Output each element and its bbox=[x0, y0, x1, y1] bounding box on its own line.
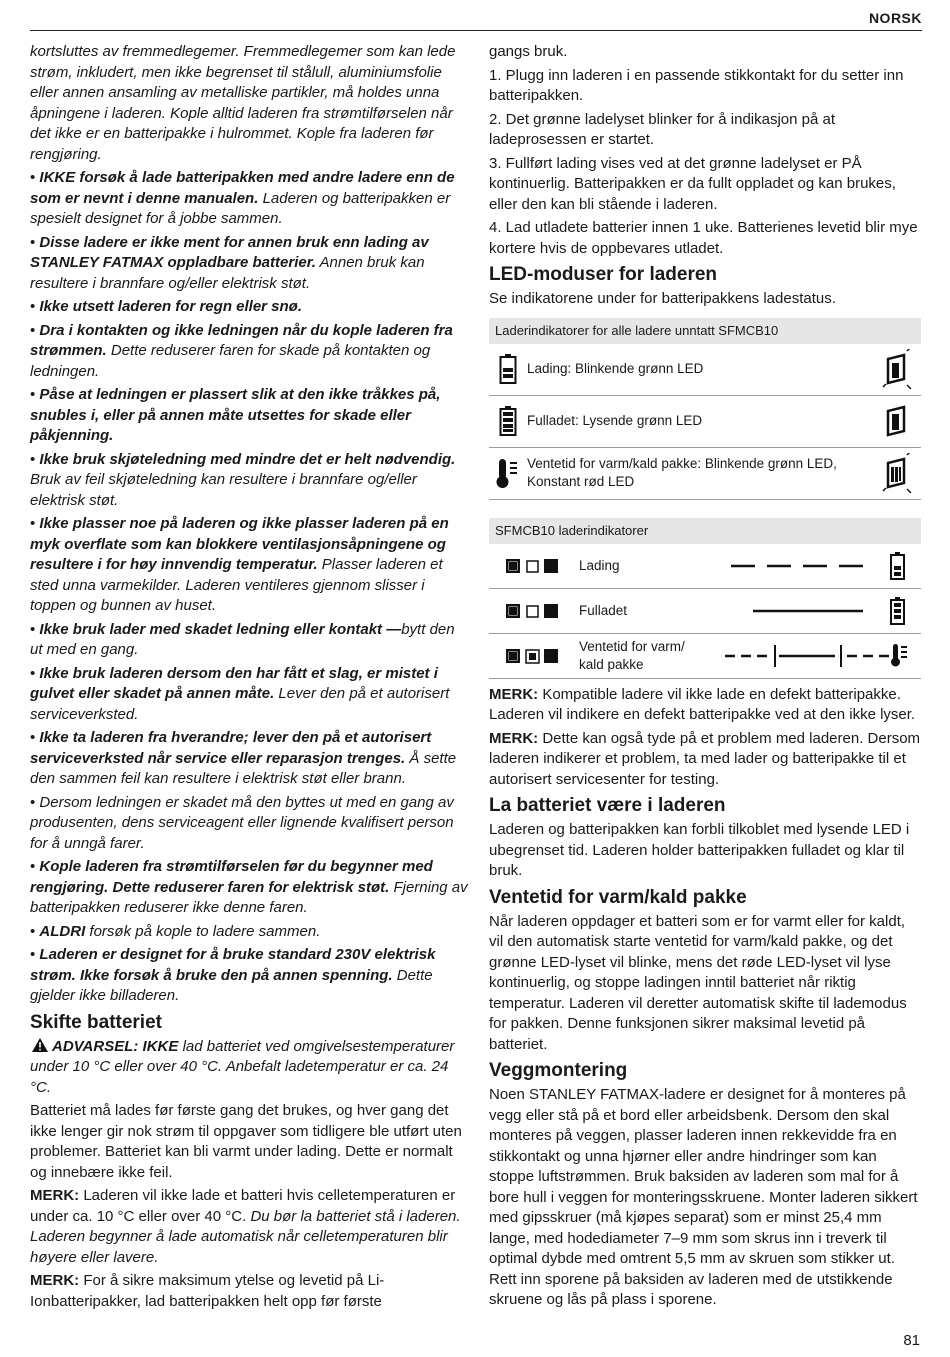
paragraph: kortsluttes av fremmedlegemer. Fremmedlegemer som kan lede strøm, inkludert, men ikke begrenset til stålull, aluminiumsfolie eller annen ansamling av metalliske partikler, må holdes unna åpningene i laderen. Kople alltid laderen fra strømtilførselen når det ikke er en batteripakke i hulrommet. Kople fra laderen før rengjøring. bbox=[30, 43, 456, 163]
led-pattern-icon bbox=[504, 602, 564, 620]
table-cell-label: Fulladet: Lysende grønn LED bbox=[527, 413, 703, 428]
table-cell-label: Ventetid for varm/ kald pakke bbox=[579, 638, 685, 672]
note-paragraph: MERK: Dette kan også tyde på et problem med laderen. Dersom laderen indikerer et problem, ta med lader og batteripakke til et autorisert servicesenter for testing. bbox=[489, 729, 921, 788]
led-solid-icon bbox=[880, 401, 914, 441]
bullet-item: • Ikke bruk skjøteledning med mindre det er helt nødvendig. Bruk av feil skjøteledning kan resultere i brannfare og/eller elektrisk støt. bbox=[30, 450, 468, 512]
table-row bbox=[489, 396, 921, 448]
note-paragraph: MERK: Kompatible ladere vil ikke lade en defekt batteripakke. Laderen vil indikere en defekt batteripakke ved at den ikke lyser. bbox=[489, 685, 916, 723]
step-item: 2. Det grønne ladelyset blinker for å indikasjon på at ladeprosessen er startet. bbox=[489, 110, 836, 148]
bullet-item: • Dra i kontakten og ikke ledningen når du kople laderen fra strømmen. Dette reduserer faren for skade på kontakten og ledningen. bbox=[30, 321, 468, 383]
sfmcb10-indicator-table bbox=[489, 518, 921, 679]
paragraph: Batteriet må lades før første gang det brukes, og hver gang det ikke lenger gir nok strøm til oppgaver som tidligere ble utført uten problemer. Batteriet kan bli varmt under lading. Dette er normalt og innebære ikke feil. bbox=[30, 1102, 462, 1181]
paragraph: Noen STANLEY FATMAX-ladere er designet for å monteres på vegg eller stå på et bord eller arbeidsbenk. Dersom den skal monteres på veggen, plasser laderen innen rekkevidde fra en stikkontakt og unna hjørner eller andre hindringer som kan stoppe luftstrømmen. Bruk baksiden av laderen som mal for å bore hull i veggen for monteringsskruene. Monter laderen sikkert med gipsskruer (må kjøpes separat) som er minst 25,4 mm lange, med hodediameter 7–9 mm som skrus inn i treverk til optimal dybde med omtrent 5,5 mm av skruen som stikker ut. Rett inn sporene på baksiden av laderen med de utstikkende skruene og lås på plass i sporene. bbox=[489, 1086, 918, 1308]
language-label: NORSK bbox=[868, 10, 922, 26]
bullet-item: • Dersom ledningen er skadet må den byttes ut med en gang av produsenten, dens serviceagent eller lignende kvalifisert person for å unngå farer. bbox=[30, 793, 468, 855]
table-row bbox=[489, 589, 921, 634]
right-column bbox=[489, 42, 921, 1314]
page-header bbox=[30, 8, 922, 31]
paragraph: Laderen og batteripakken kan forbli tilkoblet med lysende LED i ubegrenset tid. Laderen holder batteripakken fulladet og klar til bruk. bbox=[489, 821, 910, 879]
paragraph: Når laderen oppdager et batteri som er for varmt eller for kaldt, vil den automatisk starte ventetid for varm/kald pakke, og det grønne LED-lyset vil blinke, mens det røde LED-lyset vil lyse kontinuerlig, og stoppe ladingen inntil batteriet når riktig temperatur. Laderen vil deretter automatisk skifte til lademodus for pakken. Denne funksjonen sikrer maksimal levetid på batteriet. bbox=[489, 912, 907, 1053]
warning-icon bbox=[32, 1038, 48, 1052]
left-column bbox=[30, 42, 468, 1315]
bullet-item: • Ikke utsett laderen for regn eller snø. bbox=[30, 297, 468, 318]
table-header: SFMCB10 laderindikatorer bbox=[489, 518, 921, 544]
page-number: 81 bbox=[903, 1332, 920, 1349]
note-paragraph: MERK: For å sikre maksimum ytelse og levetid på Li-Ionbatteripakker, lad batteripakken helt opp før første bbox=[30, 1272, 385, 1310]
bullet-item: • ALDRI forsøk på kople to ladere sammen. bbox=[30, 922, 468, 943]
thermometer-icon bbox=[495, 457, 521, 489]
warning-paragraph: ADVARSEL: IKKE lad batteriet ved omgivelsestemperaturer under 10 °C eller over 40 °C. Anbefalt ladetemperatur er ca. 24 °C. bbox=[30, 1037, 455, 1096]
battery-charging-icon bbox=[499, 354, 517, 384]
section-heading: Skifte batteriet bbox=[30, 1011, 162, 1033]
step-item: 3. Fullført lading vises ved at det grønne ladelyset er PÅ kontinuerlig. Batteripakken er da fullt oppladet og kan brukes, eller den kan bli stående i laderen. bbox=[489, 154, 896, 213]
section-heading: LED-moduser for laderen bbox=[489, 264, 718, 285]
table-row bbox=[489, 448, 921, 500]
bullet-item: • Kople laderen fra strømtilførselen før du begynner med rengjøring. Dette reduserer faren for elektrisk støt. Fjerning av batteripakken reduserer ikke denne faren. bbox=[30, 857, 468, 919]
table-cell-label: Lading: Blinkende grønn LED bbox=[527, 361, 704, 376]
solid-line-pattern bbox=[723, 596, 913, 626]
table-header: Laderindikatorer for alle ladere unntatt SFMCB10 bbox=[489, 318, 921, 344]
table-cell-label: Ventetid for varm/kald pakke: Blinkende grønn LED, Konstant rød LED bbox=[527, 456, 837, 489]
bullet-item: • Ikke ta laderen fra hverandre; lever den på et autorisert serviceverksted når service eller reparasjon trenges. Å sette den sammen feil kan resultere i elektrisk støt eller brann. bbox=[30, 728, 468, 790]
bullet-item: • Påse at ledningen er plassert slik at den ikke tråkkes på, snubles i, eller på annen måte utsettes for skade eller påkjenning. bbox=[30, 385, 468, 447]
led-pattern-icon bbox=[504, 647, 564, 665]
bullet-item: • Ikke bruk lader med skadet ledning eller kontakt —bytt den ut med en gang. bbox=[30, 620, 468, 661]
bullet-item: • Laderen er designet for å bruke standard 230V elektrisk strøm. Ikke forsøk å bruke den på annen spenning. Dette gjelder ikke billaderen. bbox=[30, 945, 468, 1007]
bullet-item: • Ikke plasser noe på laderen og ikke plasser laderen på en myk overflate som kan blokkere ventilasjonsåpningene og resultere i for høy innvendig temperatur. Plasser laderen et sted unna varmekilder. Laderen ventileres gjennom slisser i toppen og bunnen av huset. bbox=[30, 514, 468, 617]
table-row bbox=[489, 344, 921, 396]
section-heading: La batteriet være i laderen bbox=[489, 795, 726, 816]
bullet-item: • Disse ladere er ikke ment for annen bruk enn lading av STANLEY FATMAX oppladbare batterier. Annen bruk kan resultere i brannfare og/eller elektrisk støt. bbox=[30, 233, 468, 295]
step-item: 1. Plugg inn laderen i en passende stikkontakt for du setter inn batteripakken. bbox=[489, 66, 904, 104]
battery-full-icon bbox=[499, 406, 517, 436]
table-row bbox=[489, 634, 921, 679]
table-cell-label: Fulladet bbox=[579, 602, 628, 618]
section-heading: Ventetid for varm/kald pakke bbox=[489, 886, 747, 908]
step-item: 4. Lad utladete batterier innen 1 uke. Batterienes levetid blir mye kortere hvis de oppbevares utladet. bbox=[489, 219, 918, 257]
hot-cold-line-pattern bbox=[723, 641, 913, 671]
bullet-item: • Ikke bruk laderen dersom den har fått et slag, er mistet i gulvet eller skadet på annen måte. Lever den på et autorisert serviceverksted. bbox=[30, 664, 468, 726]
led-blinking-hot-cold-icon bbox=[880, 453, 914, 493]
bullet-item: • IKKE forsøk å lade batteripakken med andre ladere enn de som er nevnt i denne manualen. Laderen og batteripakken er spesielt designet for å jobbe sammen. bbox=[30, 168, 468, 230]
paragraph: gangs bruk. bbox=[489, 43, 568, 60]
note-paragraph: MERK: Laderen vil ikke lade et batteri hvis celletemperaturen er under ca. 10 °C eller over 40 °C. Du bør la batteriet stå i laderen. Laderen begynner å lade automatisk når celletemperaturen blir høyere eller lavere. bbox=[30, 1187, 461, 1266]
table-cell-label: Lading bbox=[579, 557, 620, 573]
led-blinking-icon bbox=[880, 349, 914, 389]
led-pattern-icon bbox=[504, 557, 564, 575]
dashed-line-pattern bbox=[723, 551, 913, 581]
charger-indicator-table bbox=[489, 318, 921, 500]
table-row bbox=[489, 544, 921, 589]
section-heading: Veggmontering bbox=[489, 1060, 628, 1081]
paragraph: Se indikatorene under for batteripakkens ladestatus. bbox=[489, 290, 836, 307]
